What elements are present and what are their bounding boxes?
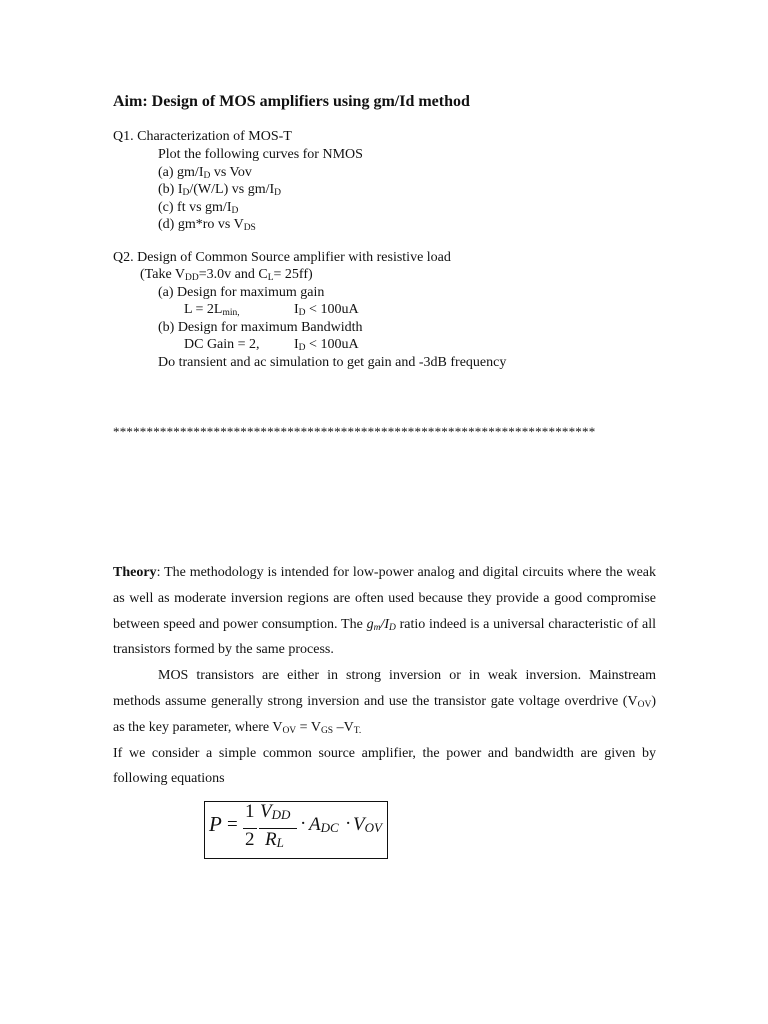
theory-p2-text-d: –V — [333, 719, 354, 735]
q1-item-b-sub: D — [182, 188, 190, 198]
q1-item-d-sub: DS — [243, 223, 256, 233]
q1-item-a-sub: D — [203, 171, 211, 181]
theory-p2-text-b: ) as the key parameter, where V — [113, 693, 656, 735]
theory-paragraph-2 — [113, 663, 656, 740]
q2-take-sub2: L — [267, 273, 274, 283]
q2-take-sub: DD — [185, 273, 199, 283]
q2-a-cond2 — [294, 301, 359, 319]
q1-item-c-sub: D — [231, 206, 239, 216]
equation-den-r — [265, 831, 284, 849]
equation-num-v-letter: V — [260, 801, 272, 822]
equation-num-v — [260, 803, 290, 821]
equation-dot-1: · — [300, 813, 307, 834]
q2-take-mid: =3.0v and C — [198, 267, 268, 282]
theory-p2-ov2: OV — [282, 725, 297, 736]
theory-p2-t: T. — [353, 725, 362, 736]
q2-take — [140, 266, 313, 284]
equation-dot-2: · — [345, 813, 352, 834]
q1-item-b-post: /(W/L) vs gm/I — [189, 182, 275, 197]
theory-p1-text-b: ratio indeed is a universal characteristic of all transistors formed by the same process. — [113, 616, 656, 658]
equation-v-letter: V — [353, 814, 365, 835]
q2-heading: Q2. Design of Common Source amplifier with resistive load — [113, 250, 451, 265]
q1-heading: Q1. Characterization of MOS-T — [113, 129, 292, 144]
q2-a-cond1-sub: min, — [222, 308, 240, 318]
q2-a-label: (a) Design for maximum gain — [158, 285, 325, 300]
q1-item-d — [158, 216, 256, 234]
power-equation-box — [204, 801, 388, 859]
q2-b-cond2-post: < 100uA — [305, 337, 359, 352]
equation-a-dc — [309, 816, 339, 834]
q1-item-a — [158, 164, 252, 182]
q2-b-cond2 — [294, 336, 359, 354]
q1-intro: Plot the following curves for NMOS — [158, 147, 363, 162]
q2-b-cond2-text: I — [294, 337, 299, 352]
q1-item-a-post: vs Vov — [210, 165, 252, 180]
theory-label: Theory — [113, 565, 157, 580]
equation-den-r-sub: L — [276, 835, 284, 850]
q1-item-c-text: (c) ft vs gm/I — [158, 200, 232, 215]
q2-simulation-note: Do transient and ac simulation to get gain and -3dB frequency — [158, 355, 507, 370]
equation-equals: = — [227, 814, 238, 835]
theory-p2-text-a: MOS transistors are either in strong inversion or in weak inversion. Mainstream methods assume generally strong inversion and use the transistor gate voltage overdrive (V — [113, 668, 656, 709]
q1-item-b-text: (b) I — [158, 182, 183, 197]
q2-take-pre: (Take V — [140, 267, 186, 282]
q2-b-label: (b) Design for maximum Bandwidth — [158, 320, 363, 335]
equation-den-1: 2 — [245, 829, 255, 850]
theory-section — [113, 560, 656, 792]
theory-ratio-d: D — [389, 622, 396, 633]
equation-num-v-sub: DD — [271, 807, 291, 822]
asterisk-separator: ************************************************************************ — [113, 424, 596, 439]
equation-a-letter: A — [309, 814, 321, 835]
theory-paragraph-3: If we consider a simple common source amplifier, the power and bandwidth are given by following equations — [113, 745, 656, 787]
theory-paragraph-1 — [113, 560, 656, 663]
theory-p2-text-c: = V — [296, 719, 321, 735]
theory-ratio-slash: /I — [380, 616, 389, 632]
equation-num-1: 1 — [245, 801, 255, 822]
theory-ratio-m: m — [373, 622, 381, 633]
q1-item-a-text: (a) gm/I — [158, 165, 204, 180]
q2-a-cond2-sub: D — [298, 308, 306, 318]
equation-v-sub: OV — [364, 820, 382, 835]
q1-item-b — [158, 181, 281, 199]
page-title: Aim: Design of MOS amplifiers using gm/Id method — [113, 93, 470, 110]
theory-p1-text-a: : The methodology is intended for low-power analog and digital circuits where the weak as well as moderate inversion regions are often used because they provide a good compromise between speed and power consumption. The — [113, 565, 656, 632]
theory-p2-gs: GS — [320, 725, 334, 736]
q2-a-cond1-text: L = 2L — [184, 302, 223, 317]
equation-v-ov — [353, 816, 382, 834]
q2-take-post: = 25ff) — [273, 267, 313, 282]
q2-b-cond2-sub: D — [298, 343, 306, 353]
q2-b-cond1: DC Gain = 2, — [184, 337, 260, 352]
q2-a-cond1 — [184, 301, 240, 319]
q1-item-b-sub2: D — [274, 188, 282, 198]
q2-a-cond2-text: I — [294, 302, 299, 317]
equation-den-r-letter: R — [265, 829, 277, 850]
equation-a-sub: DC — [320, 820, 339, 835]
q2-a-cond2-post: < 100uA — [305, 302, 359, 317]
q1-item-c — [158, 199, 238, 217]
theory-ratio-g: g — [366, 616, 374, 632]
theory-p2-ov: OV — [637, 699, 652, 710]
equation-lhs: P — [209, 812, 222, 836]
q1-item-d-text: (d) gm*ro vs V — [158, 217, 244, 232]
